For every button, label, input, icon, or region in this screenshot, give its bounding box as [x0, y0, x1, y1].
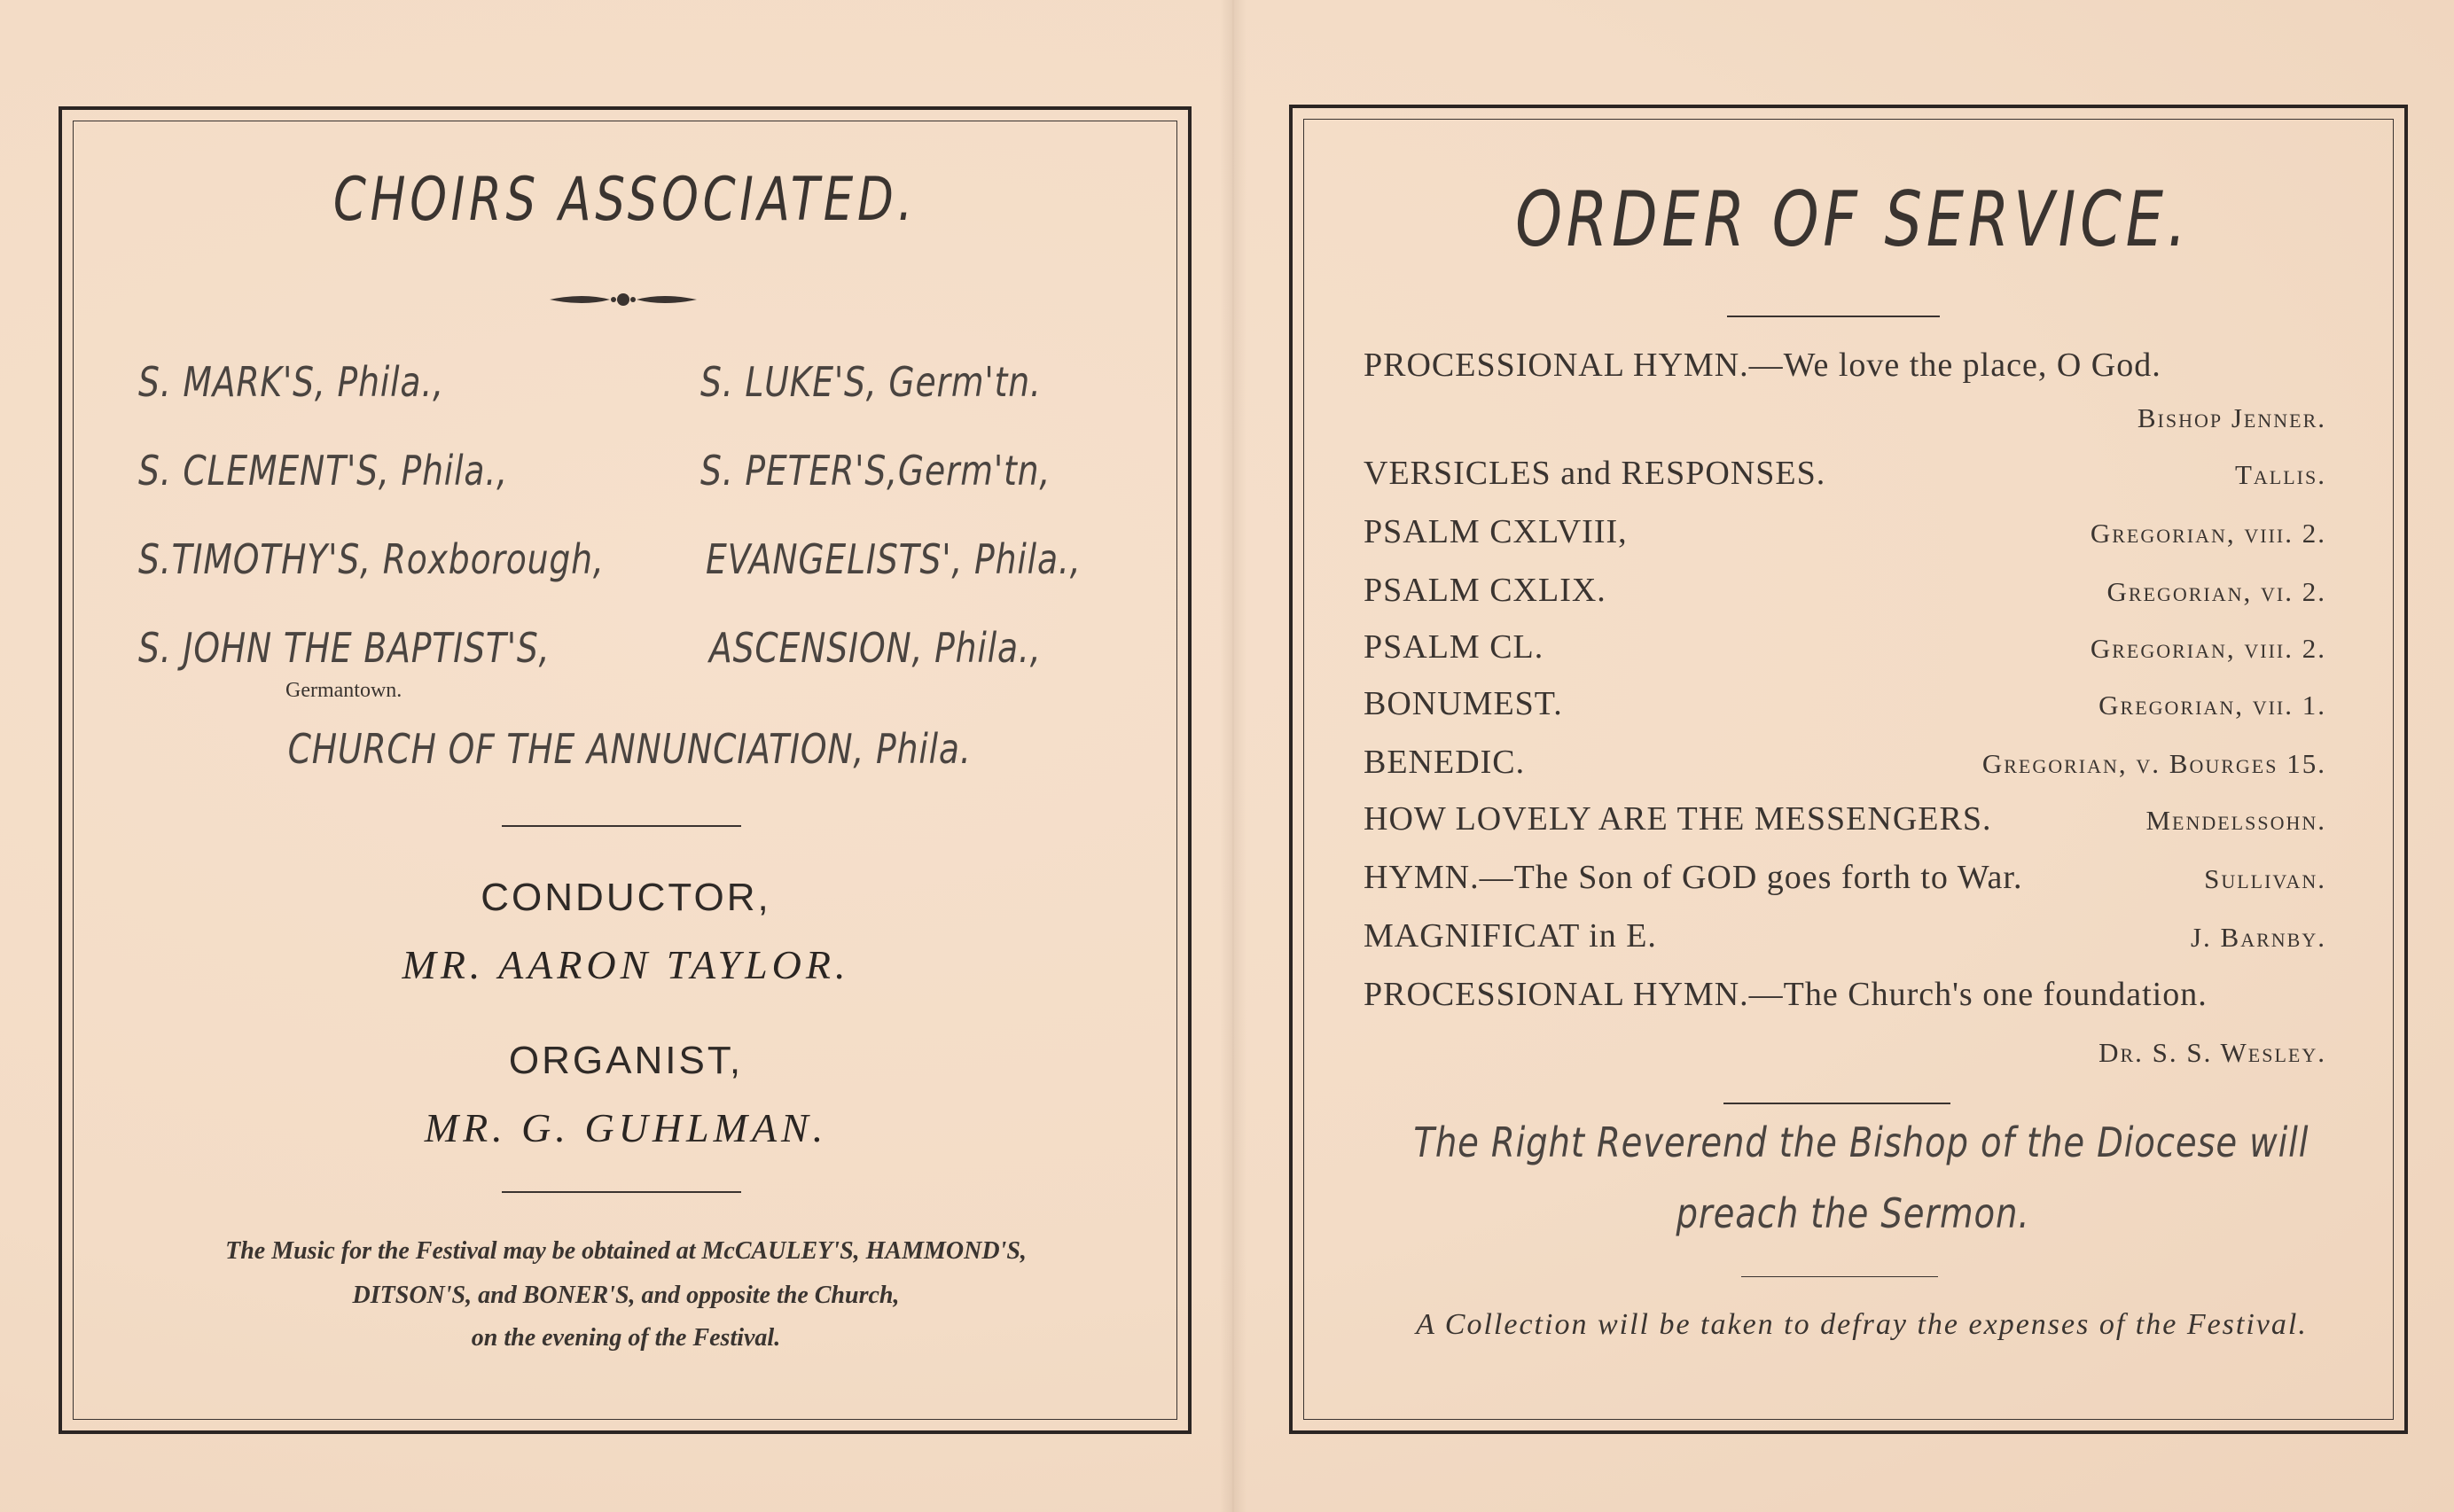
choir-item: S. CLEMENT'S, Phila., [138, 447, 508, 495]
service-composer: Bishop Jenner. [2137, 402, 2326, 433]
center-fold [1220, 0, 1247, 1512]
annunciation-text: CHURCH OF THE ANNUNCIATION, Phila. [287, 725, 972, 773]
divider-rule [1741, 1276, 1938, 1277]
service-composer: Gregorian, v. Bourges 15. [1981, 748, 2326, 779]
divider-rule [502, 1191, 741, 1193]
music-note-line: on the evening of the Festival. [471, 1324, 781, 1352]
choir-item: S. PETER'S,Germ'tn, [700, 447, 1051, 495]
choir-item: S.TIMOTHY'S, Roxborough, [138, 535, 605, 583]
divider-rule [1723, 1103, 1950, 1104]
service-composer: Dr. S. S. Wesley. [2098, 1037, 2326, 1068]
choir-item: ASCENSION, Phila., [709, 624, 1042, 672]
choir-item: S. LUKE'S, Germ'tn. [700, 358, 1042, 406]
service-item: PSALM CXLVIII, [1364, 513, 1628, 550]
service-composer: J. Barnby. [2190, 922, 2326, 953]
choir-item: EVANGELISTS', Phila., [706, 535, 1082, 583]
germantown-note: Germantown. [285, 679, 402, 702]
service-composer: Mendelssohn. [2145, 805, 2326, 836]
annunciation-line [186, 725, 1073, 773]
sermon-note-line: The Right Reverend the Bishop of the Diocese will [1413, 1118, 2309, 1166]
service-item: PROCESSIONAL HYMN.—We love the place, O God. [1364, 347, 2161, 384]
choirs-title: CHOIRS ASSOCIATED. [332, 165, 918, 235]
service-item: MAGNIFICAT in E. [1364, 917, 1657, 955]
music-note-line: DITSON'S, and BONER'S, and opposite the Church, [352, 1282, 900, 1309]
service-item: PSALM CXLIX. [1364, 572, 1606, 609]
service-item: PSALM CL. [1364, 628, 1544, 666]
service-composer: Tallis. [2234, 459, 2326, 490]
organist-label: ORGANIST, [508, 1039, 744, 1082]
service-item: HOW LOVELY ARE THE MESSENGERS. [1364, 800, 1992, 838]
service-composer: Gregorian, viii. 2. [2090, 633, 2326, 664]
sermon-note-line: preach the Sermon. [1676, 1189, 2030, 1237]
music-note-line: The Music for the Festival may be obtained at McCAULEY'S, HAMMOND'S, [225, 1237, 1027, 1265]
service-title: ORDER OF SERVICE. [1515, 175, 2191, 264]
service-item: VERSICLES and RESPONSES. [1364, 455, 1826, 492]
service-item: PROCESSIONAL HYMN.—The Church's one foundation. [1364, 976, 2208, 1013]
service-item: HYMN.—The Son of GOD goes forth to War. [1364, 859, 2023, 896]
collection-note: A Collection will be taken to defray the expenses of the Festival. [1416, 1308, 2308, 1341]
service-composer: Gregorian, viii. 2. [2090, 518, 2326, 549]
divider-rule [502, 825, 741, 827]
service-composer: Sullivan. [2204, 863, 2326, 894]
ornament-icon [548, 289, 699, 310]
divider-rule [1727, 316, 1940, 317]
conductor-name: MR. AARON TAYLOR. [402, 942, 850, 987]
service-item: BONUMEST. [1364, 685, 1563, 722]
conductor-label: CONDUCTOR, [481, 876, 771, 919]
choir-item: S. JOHN THE BAPTIST'S, [138, 624, 551, 672]
service-composer: Gregorian, vii. 1. [2098, 690, 2326, 721]
service-composer: Gregorian, vi. 2. [2106, 576, 2326, 607]
organist-name: MR. G. GUHLMAN. [424, 1105, 828, 1150]
service-item: BENEDIC. [1364, 744, 1526, 781]
choir-item: S. MARK'S, Phila., [138, 358, 444, 406]
